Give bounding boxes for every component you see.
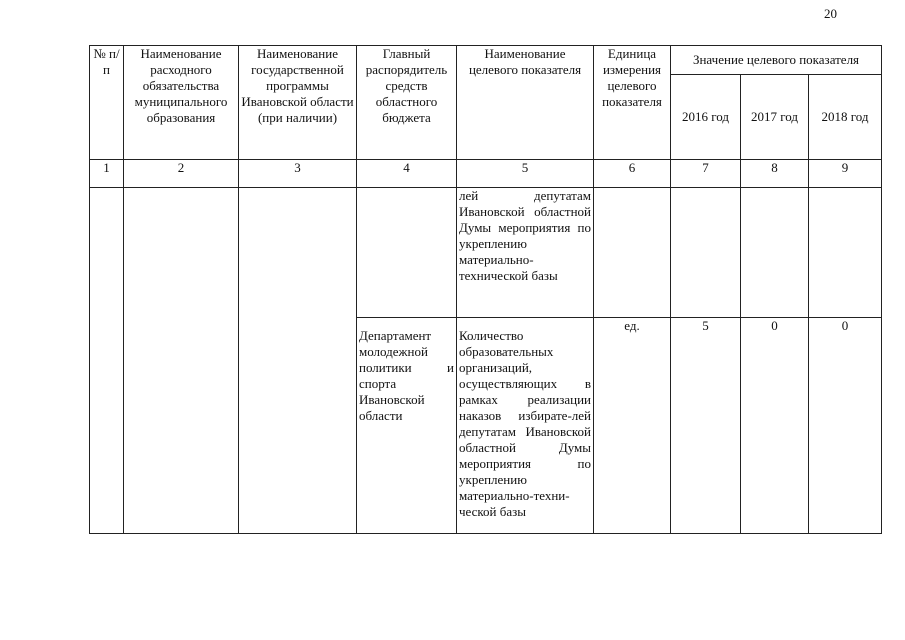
header-chief-manager: Главный распорядитель средств областного бюджета [357,46,457,160]
header-unit: Единица измерения целевого показателя [594,46,671,160]
header-expense-obligation: Наименование расходного обязательства муниципального образования [124,46,239,160]
cell-num [90,188,124,534]
cell-chief-manager [357,188,457,318]
header-year-2018: 2018 год [809,75,882,160]
cell-unit: ед. [594,318,671,534]
header-num: № п/п [90,46,124,160]
cell-value-2017 [741,188,809,318]
header-indicator-value: Значение целевого показателя [671,46,882,75]
header-year-2017: 2017 год [741,75,809,160]
cell-unit [594,188,671,318]
column-number: 9 [809,160,882,188]
column-number: 6 [594,160,671,188]
cell-indicator-name: Количество образовательных организаций, осуществляющих в рамках реализации наказов избирате-лей депутатам Ивановской областной Думы мероприятия по укреплению материально-техни-ческой базы [457,318,594,534]
cell-chief-manager: Департамент молодежной политики и спорта Ивановской области [357,318,457,534]
cell-value-2016: 5 [671,318,741,534]
column-number: 3 [239,160,357,188]
header-indicator-name: Наименование целевого показателя [457,46,594,160]
cell-state-program [239,188,357,534]
column-number: 7 [671,160,741,188]
column-number: 1 [90,160,124,188]
cell-value-2018: 0 [809,318,882,534]
target-indicators-table [89,45,882,534]
page-number: 20 [824,6,837,21]
column-number: 8 [741,160,809,188]
table-row [90,188,882,318]
cell-indicator-name: лей депутатам Ивановской областной Думы мероприятия по укреплению материально-технической базы [457,188,594,318]
cell-value-2017: 0 [741,318,809,534]
cell-value-2016 [671,188,741,318]
column-number: 4 [357,160,457,188]
column-number: 5 [457,160,594,188]
cell-expense-obligation [124,188,239,534]
cell-value-2018 [809,188,882,318]
header-year-2016: 2016 год [671,75,741,160]
header-state-program: Наименование государственной программы Ивановской области (при наличии) [239,46,357,160]
column-number: 2 [124,160,239,188]
